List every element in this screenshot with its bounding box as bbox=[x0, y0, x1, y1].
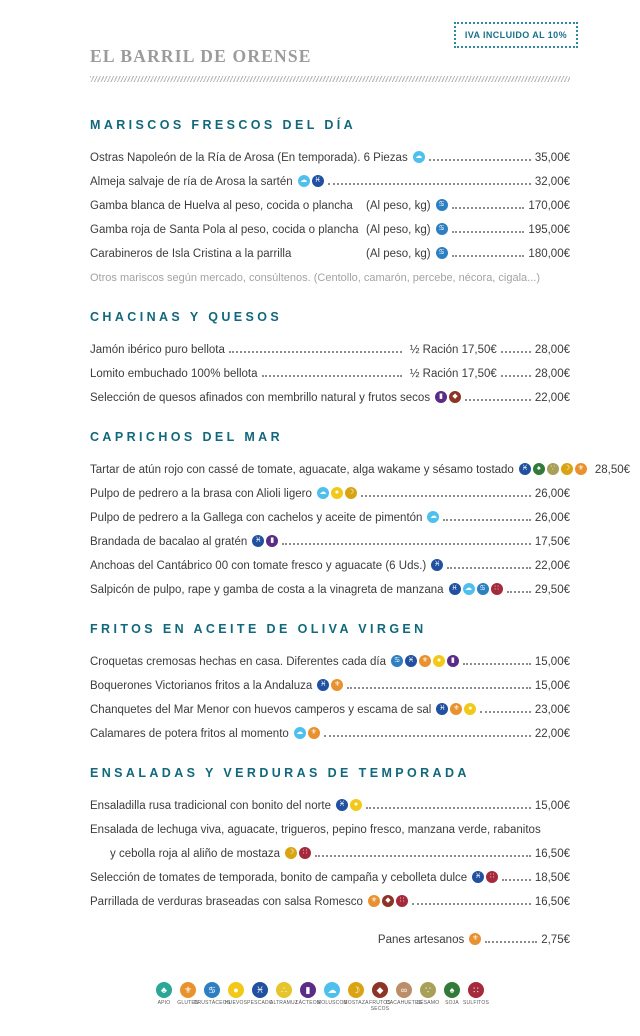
item-name: Boquerones Victorianos fritos a la Andaluza bbox=[90, 680, 313, 692]
item-price: 28,00€ bbox=[534, 344, 570, 356]
moluscos-allergen-icon: ☁ bbox=[317, 487, 329, 499]
dotted-leader bbox=[452, 255, 525, 257]
legend-item-moluscos bbox=[316, 982, 348, 1006]
item-name: Gamba blanca de Huelva al peso, cocida o plancha bbox=[90, 200, 353, 212]
huevos-allergen-icon: ● bbox=[433, 655, 445, 667]
pescado-allergen-icon: ♓ bbox=[252, 982, 268, 998]
lacteos-allergen-icon: ▮ bbox=[447, 655, 459, 667]
item-name: Parrillada de verduras braseadas con salsa Romesco bbox=[90, 896, 363, 908]
legend-item-cacahuetes bbox=[385, 982, 423, 1006]
lacteos-allergen-icon: ▮ bbox=[300, 982, 316, 998]
legend-item-sulfitos bbox=[463, 982, 489, 1006]
menu-section bbox=[90, 430, 631, 596]
gluten-allergen-icon: ⚜ bbox=[575, 463, 587, 475]
half-portion-price: ½ Ración 17,50€ bbox=[409, 344, 497, 356]
menu-item-row bbox=[90, 668, 570, 692]
item-price: 28,00€ bbox=[534, 368, 570, 380]
dotted-leader bbox=[452, 207, 525, 209]
menu-item-row bbox=[90, 716, 570, 740]
sulfitos-allergen-icon: ∷ bbox=[486, 871, 498, 883]
dotted-leader bbox=[366, 807, 531, 809]
legend-item-sesamo bbox=[418, 982, 439, 1006]
allergen-icons bbox=[413, 151, 425, 163]
sesamo-allergen-icon: ∵ bbox=[420, 982, 436, 998]
legend-label: SOJA bbox=[445, 1000, 459, 1006]
gluten-allergen-icon: ⚜ bbox=[469, 933, 481, 945]
pescado-allergen-icon: ♓ bbox=[312, 175, 324, 187]
huevos-allergen-icon: ● bbox=[228, 982, 244, 998]
allergen-icons bbox=[252, 535, 278, 547]
menu-item-row bbox=[90, 164, 570, 188]
item-price: 16,50€ bbox=[534, 848, 570, 860]
apio-allergen-icon: ♣ bbox=[156, 982, 172, 998]
legend-label: CACAHUETES bbox=[385, 1000, 423, 1006]
allergen-icons bbox=[472, 871, 498, 883]
item-price: 18,50€ bbox=[534, 872, 570, 884]
item-name: Panes artesanos bbox=[377, 934, 465, 946]
legend-label: SÉSAMO bbox=[416, 1000, 440, 1006]
pescado-allergen-icon: ♓ bbox=[519, 463, 531, 475]
gluten-allergen-icon: ⚜ bbox=[419, 655, 431, 667]
legend-item-pescado bbox=[247, 982, 273, 1006]
allergen-icons bbox=[436, 199, 448, 211]
menu-item-row bbox=[90, 524, 570, 548]
item-name: Jamón ibérico puro bellota bbox=[90, 344, 225, 356]
legend-label: PESCADO bbox=[247, 1000, 273, 1006]
item-price: 28,50€ bbox=[594, 464, 631, 476]
pescado-allergen-icon: ♓ bbox=[449, 583, 461, 595]
item-name: Carabineros de Isla Cristina a la parrilla bbox=[90, 248, 292, 260]
item-name: Lomito embuchado 100% bellota bbox=[90, 368, 258, 380]
pescado-allergen-icon: ♓ bbox=[317, 679, 329, 691]
sulfitos-allergen-icon: ∷ bbox=[491, 583, 503, 595]
menu-item-row bbox=[90, 140, 570, 164]
dotted-leader bbox=[463, 663, 531, 665]
menu-item-row bbox=[90, 356, 570, 380]
legend-label: HUEVOS bbox=[224, 1000, 248, 1006]
mostaza-allergen-icon: ☽ bbox=[561, 463, 573, 475]
section-footnote: Otros mariscos según mercado, consúltenos. (Centollo, camarón, percebe, nécora, cigala...) bbox=[90, 272, 540, 284]
menu-item-row bbox=[90, 860, 570, 884]
allergen-legend bbox=[0, 982, 640, 1012]
section-title: FRITOS EN ACEITE DE OLIVA VIRGEN bbox=[90, 622, 427, 636]
item-price: 22,00€ bbox=[534, 728, 570, 740]
dotted-leader bbox=[361, 495, 531, 497]
allergen-icons bbox=[294, 727, 320, 739]
vat-badge: IVA INCLUIDO AL 10% bbox=[454, 22, 578, 48]
allergen-icons bbox=[436, 703, 476, 715]
frutos_secos-allergen-icon: ◆ bbox=[449, 391, 461, 403]
pescado-allergen-icon: ♓ bbox=[436, 703, 448, 715]
item-price: 22,00€ bbox=[534, 560, 570, 572]
soja-allergen-icon: ♠ bbox=[533, 463, 545, 475]
legend-label: CRUSTÁCEOS bbox=[193, 1000, 231, 1006]
menu-item-row bbox=[90, 188, 570, 212]
item-price: 26,00€ bbox=[534, 512, 570, 524]
item-name: Gamba roja de Santa Pola al peso, cocida o plancha bbox=[90, 224, 359, 236]
legend-item-frutos_secos bbox=[370, 982, 391, 1012]
allergen-icons bbox=[519, 463, 587, 475]
item-name: Ensaladilla rusa tradicional con bonito del norte bbox=[90, 800, 332, 812]
dotted-leader bbox=[315, 855, 531, 857]
section-title: CAPRICHOS DEL MAR bbox=[90, 430, 283, 444]
frutos_secos-allergen-icon: ◆ bbox=[382, 895, 394, 907]
moluscos-allergen-icon: ☁ bbox=[294, 727, 306, 739]
menu-item-row bbox=[90, 380, 570, 404]
menu-section bbox=[90, 766, 570, 908]
menu-sections bbox=[90, 118, 631, 946]
allergen-icons bbox=[469, 933, 481, 945]
dotted-leader bbox=[412, 903, 531, 905]
legend-item-soja bbox=[442, 982, 463, 1006]
legend-label: APIO bbox=[157, 1000, 171, 1006]
gluten-allergen-icon: ⚜ bbox=[368, 895, 380, 907]
item-name: Pulpo de pedrero a la brasa con Alioli ligero bbox=[90, 488, 312, 500]
menu-item-row bbox=[90, 332, 570, 356]
dotted-leader bbox=[429, 159, 531, 161]
menu-item-row bbox=[90, 788, 570, 812]
item-price: 35,00€ bbox=[534, 152, 570, 164]
lacteos-allergen-icon: ▮ bbox=[266, 535, 278, 547]
huevos-allergen-icon: ● bbox=[350, 799, 362, 811]
crustaceos-allergen-icon: ♋ bbox=[391, 655, 403, 667]
menu-item-row bbox=[90, 692, 570, 716]
soja-allergen-icon: ♠ bbox=[444, 982, 460, 998]
allergen-icons bbox=[436, 247, 448, 259]
menu-section bbox=[90, 622, 570, 740]
altramuz-allergen-icon: ∴ bbox=[276, 982, 292, 998]
sulfitos-allergen-icon: ∷ bbox=[396, 895, 408, 907]
section-title: MARISCOS FRESCOS DEL DÍA bbox=[90, 118, 357, 132]
gluten-allergen-icon: ⚜ bbox=[450, 703, 462, 715]
legend-label: ALTRAMUZ bbox=[269, 1000, 299, 1006]
allergen-icons bbox=[435, 391, 461, 403]
legend-item-apio bbox=[154, 982, 175, 1006]
item-name: Anchoas del Cantábrico 00 con tomate fresco y aguacate (6 Uds.) bbox=[90, 560, 427, 572]
moluscos-allergen-icon: ☁ bbox=[324, 982, 340, 998]
allergen-icons bbox=[431, 559, 443, 571]
legend-item-lacteos bbox=[295, 982, 321, 1006]
item-price: 29,50€ bbox=[534, 584, 570, 596]
item-name-line1 bbox=[90, 812, 570, 836]
dotted-leader bbox=[452, 231, 525, 233]
pescado-allergen-icon: ♓ bbox=[405, 655, 417, 667]
menu-item-row bbox=[90, 476, 570, 500]
legend-item-huevos bbox=[226, 982, 247, 1006]
dotted-leader bbox=[229, 351, 402, 353]
allergen-icons bbox=[436, 223, 448, 235]
allergen-icons bbox=[427, 511, 439, 523]
weight-note: (Al peso, kg) bbox=[366, 200, 431, 212]
legend-label: FRUTOS SECOS bbox=[369, 1000, 391, 1012]
item-price: 15,00€ bbox=[534, 656, 570, 668]
menu-section bbox=[90, 118, 570, 284]
allergen-icons bbox=[449, 583, 503, 595]
dotted-leader bbox=[480, 711, 530, 713]
huevos-allergen-icon: ● bbox=[331, 487, 343, 499]
moluscos-allergen-icon: ☁ bbox=[463, 583, 475, 595]
menu-section bbox=[90, 310, 570, 404]
half-portion-price: ½ Ración 17,50€ bbox=[409, 368, 497, 380]
dotted-leader bbox=[465, 399, 531, 401]
gluten-allergen-icon: ⚜ bbox=[308, 727, 320, 739]
lacteos-allergen-icon: ▮ bbox=[435, 391, 447, 403]
wavy-divider bbox=[90, 76, 570, 82]
item-price: 32,00€ bbox=[534, 176, 570, 188]
legend-label: MOSTAZA bbox=[343, 1000, 369, 1006]
moluscos-allergen-icon: ☁ bbox=[413, 151, 425, 163]
sulfitos-allergen-icon: ∷ bbox=[299, 847, 311, 859]
restaurant-title: EL BARRIL DE ORENSE bbox=[90, 46, 312, 66]
legend-item-mostaza bbox=[343, 982, 369, 1006]
mostaza-allergen-icon: ☽ bbox=[348, 982, 364, 998]
dotted-leader bbox=[324, 735, 531, 737]
section-title: CHACINAS Y QUESOS bbox=[90, 310, 283, 324]
dotted-leader bbox=[282, 543, 531, 545]
allergen-icons bbox=[368, 895, 408, 907]
pescado-allergen-icon: ♓ bbox=[431, 559, 443, 571]
item-name: Tartar de atún rojo con cassé de tomate, aguacate, alga wakame y sésamo tostado bbox=[90, 464, 514, 476]
item-price: 16,50€ bbox=[534, 896, 570, 908]
item-price: 17,50€ bbox=[534, 536, 570, 548]
menu-item-row bbox=[90, 548, 570, 572]
moluscos-allergen-icon: ☁ bbox=[427, 511, 439, 523]
dotted-leader bbox=[507, 591, 531, 593]
dotted-leader bbox=[328, 183, 531, 185]
gluten-allergen-icon: ⚜ bbox=[180, 982, 196, 998]
item-price: 2,75€ bbox=[541, 934, 570, 946]
gluten-allergen-icon: ⚜ bbox=[331, 679, 343, 691]
item-name: Brandada de bacalao al gratén bbox=[90, 536, 248, 548]
crustaceos-allergen-icon: ♋ bbox=[477, 583, 489, 595]
crustaceos-allergen-icon: ♋ bbox=[204, 982, 220, 998]
dotted-leader bbox=[485, 941, 537, 943]
dotted-leader bbox=[501, 375, 531, 377]
item-name: Ostras Napoleón de la Ría de Arosa (En temporada). 6 Piezas bbox=[90, 152, 408, 164]
menu-item-row bbox=[90, 500, 570, 524]
crustaceos-allergen-icon: ♋ bbox=[436, 199, 448, 211]
allergen-icons bbox=[298, 175, 324, 187]
legend-label: MOLUSCOS bbox=[316, 1000, 348, 1006]
allergen-icons bbox=[336, 799, 362, 811]
dotted-leader bbox=[447, 567, 531, 569]
legend-label: SULFITOS bbox=[463, 1000, 489, 1006]
dotted-leader bbox=[347, 687, 531, 689]
item-price: 23,00€ bbox=[534, 704, 570, 716]
sesamo-allergen-icon: ∵ bbox=[547, 463, 559, 475]
moluscos-allergen-icon: ☁ bbox=[298, 175, 310, 187]
crustaceos-allergen-icon: ♋ bbox=[436, 223, 448, 235]
dotted-leader bbox=[443, 519, 530, 521]
item-price: 22,00€ bbox=[534, 392, 570, 404]
legend-item-crustaceos bbox=[193, 982, 231, 1006]
mostaza-allergen-icon: ☽ bbox=[345, 487, 357, 499]
crustaceos-allergen-icon: ♋ bbox=[436, 247, 448, 259]
weight-note: (Al peso, kg) bbox=[366, 224, 431, 236]
frutos_secos-allergen-icon: ◆ bbox=[372, 982, 388, 998]
menu-item-row bbox=[90, 884, 570, 908]
item-price: 195,00€ bbox=[528, 224, 570, 236]
pescado-allergen-icon: ♓ bbox=[252, 535, 264, 547]
legend-item-altramuz bbox=[269, 982, 299, 1006]
menu-item-row bbox=[90, 836, 570, 860]
item-name: y cebolla roja al aliño de mostaza bbox=[110, 848, 281, 860]
item-name: Croquetas cremosas hechas en casa. Diferentes cada día bbox=[90, 656, 386, 668]
mostaza-allergen-icon: ☽ bbox=[285, 847, 297, 859]
item-name: Salpicón de pulpo, rape y gamba de costa a la vinagreta de manzana bbox=[90, 584, 444, 596]
dotted-leader bbox=[502, 879, 531, 881]
item-price: 170,00€ bbox=[528, 200, 570, 212]
item-price: 15,00€ bbox=[534, 800, 570, 812]
menu-item-row bbox=[90, 452, 631, 476]
dotted-leader bbox=[501, 351, 531, 353]
item-name: Chanquetes del Mar Menor con huevos camperos y escama de sal bbox=[90, 704, 432, 716]
menu-item-row bbox=[90, 236, 570, 260]
item-name: Selección de quesos afinados con membrillo natural y frutos secos bbox=[90, 392, 431, 404]
item-name: Ensalada de lechuga viva, aguacate, trigueros, pepino fresco, manzana verde, rabanitos bbox=[90, 824, 541, 836]
legend-label: LÁCTEOS bbox=[295, 1000, 321, 1006]
item-price: 26,00€ bbox=[534, 488, 570, 500]
allergen-icons bbox=[285, 847, 311, 859]
menu-item-row bbox=[90, 212, 570, 236]
pescado-allergen-icon: ♓ bbox=[472, 871, 484, 883]
section-title: ENSALADAS Y VERDURAS DE TEMPORADA bbox=[90, 766, 470, 780]
allergen-icons bbox=[391, 655, 459, 667]
allergen-icons bbox=[317, 487, 357, 499]
cacahuetes-allergen-icon: ∞ bbox=[396, 982, 412, 998]
item-name: Calamares de potera fritos al momento bbox=[90, 728, 289, 740]
extra-item-row bbox=[90, 922, 570, 946]
sulfitos-allergen-icon: ∷ bbox=[468, 982, 484, 998]
huevos-allergen-icon: ● bbox=[464, 703, 476, 715]
item-price: 180,00€ bbox=[528, 248, 570, 260]
menu-item-row bbox=[90, 644, 570, 668]
menu-item-row bbox=[90, 572, 570, 596]
item-price: 15,00€ bbox=[534, 680, 570, 692]
item-name: Pulpo de pedrero a la Gallega con cachelos y aceite de pimentón bbox=[90, 512, 423, 524]
dotted-leader bbox=[262, 375, 402, 377]
item-name: Almeja salvaje de ría de Arosa la sartén bbox=[90, 176, 293, 188]
pescado-allergen-icon: ♓ bbox=[336, 799, 348, 811]
weight-note: (Al peso, kg) bbox=[366, 248, 431, 260]
legend-label: GLUTEN bbox=[177, 1000, 199, 1006]
allergen-icons bbox=[317, 679, 343, 691]
item-name: Selección de tomates de temporada, bonito de campaña y cebolleta dulce bbox=[90, 872, 468, 884]
